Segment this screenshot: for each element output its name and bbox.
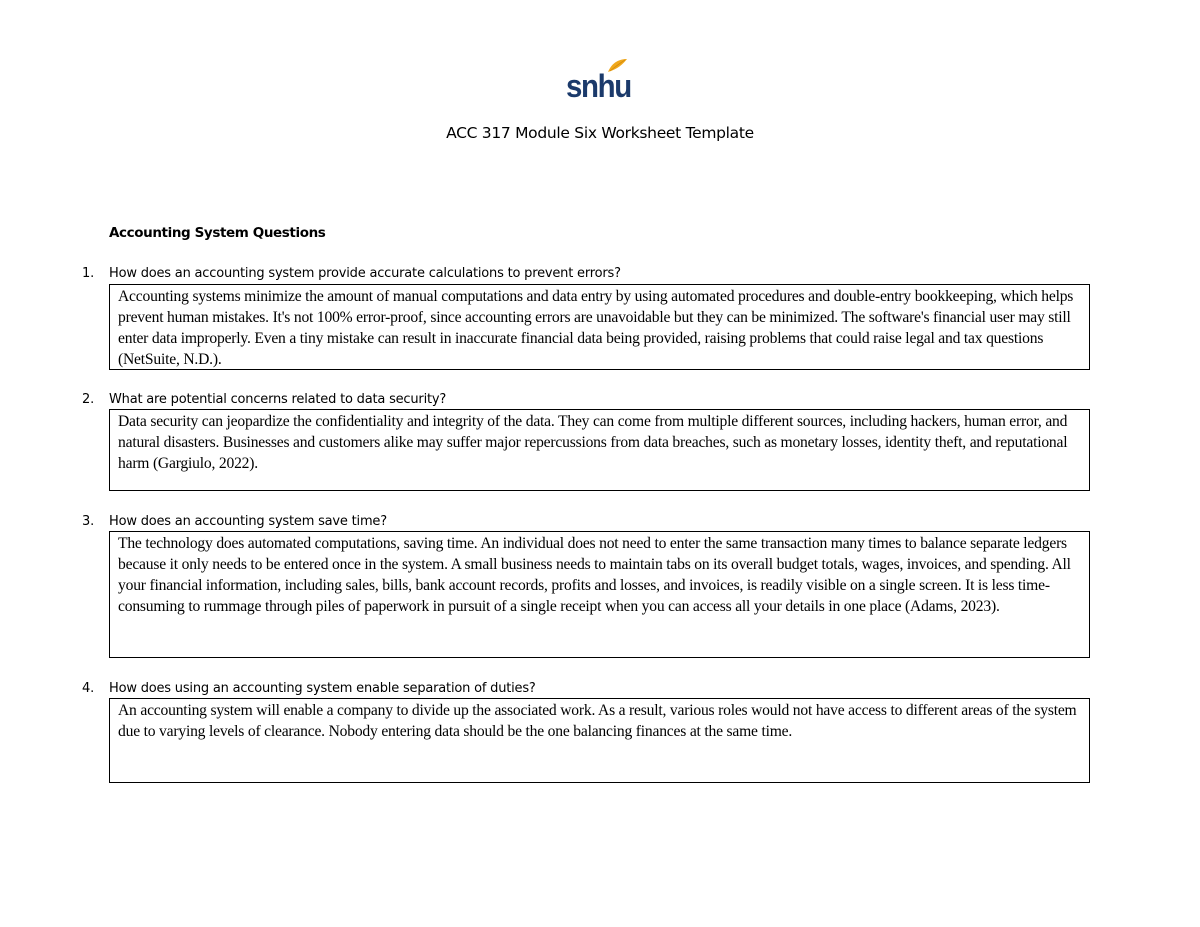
logo-text: snhu	[566, 68, 631, 104]
question-text: How does using an accounting system enable separation of duties?	[109, 681, 536, 696]
answer-text: The technology does automated computations, saving time. An individual does not need to enter the same transaction many times to balance separate ledgers because it only needs to be entered once in the system. A small business needs to maintain tabs on its overall budget totals, wages, invoices, and spending. All your financial information, including sales, bills, bank account records, profits and losses, and invoices, is readily visible on a single screen. It is less time-consuming to rummage through piles of paperwork in pursuit of a single receipt when you can access all your details in one place (Adams, 2023).	[118, 535, 1071, 615]
section-heading: Accounting System Questions	[109, 225, 326, 241]
question-text: How does an accounting system provide accurate calculations to prevent errors?	[109, 266, 621, 281]
question-number: 4.	[82, 681, 95, 696]
question-text: What are potential concerns related to data security?	[109, 392, 447, 407]
document-title: ACC 317 Module Six Worksheet Template	[446, 124, 754, 142]
question-text: How does an accounting system save time?	[109, 514, 387, 529]
question-number: 1.	[82, 266, 95, 281]
answer-box-4[interactable]	[109, 698, 1090, 783]
question-1	[82, 266, 621, 282]
question-2	[82, 392, 446, 408]
answer-box-1[interactable]	[109, 284, 1090, 370]
answer-text: Accounting systems minimize the amount of manual computations and data entry by using automated procedures and double-entry bookkeeping, which helps prevent human mistakes. It's not 100% error-proof, since accounting errors are unavoidable but they can be minimized. The software's financial user may still enter data improperly. Even a tiny mistake can result in inaccurate financial data being provided, raising problems that could raise legal and tax questions (NetSuite, N.D.).	[118, 288, 1074, 368]
snhu-logo	[566, 58, 636, 104]
answer-text: Data security can jeopardize the confidentiality and integrity of the data. They can come from multiple different sources, including hackers, human error, and natural disasters. Businesses and customers alike may suffer major repercussions from data breaches, such as monetary losses, identity theft, and reputational harm (Gargiulo, 2022).	[118, 413, 1068, 472]
question-number: 2.	[82, 392, 95, 407]
answer-text: An accounting system will enable a company to divide up the associated work. As a result, various roles would not have access to different areas of the system due to varying levels of clearance. Nobody entering data should be the one balancing finances at the same time.	[118, 702, 1077, 740]
question-3	[82, 514, 387, 530]
answer-box-2[interactable]	[109, 409, 1090, 491]
question-number: 3.	[82, 514, 95, 529]
answer-box-3[interactable]	[109, 531, 1090, 658]
question-4	[82, 681, 536, 697]
